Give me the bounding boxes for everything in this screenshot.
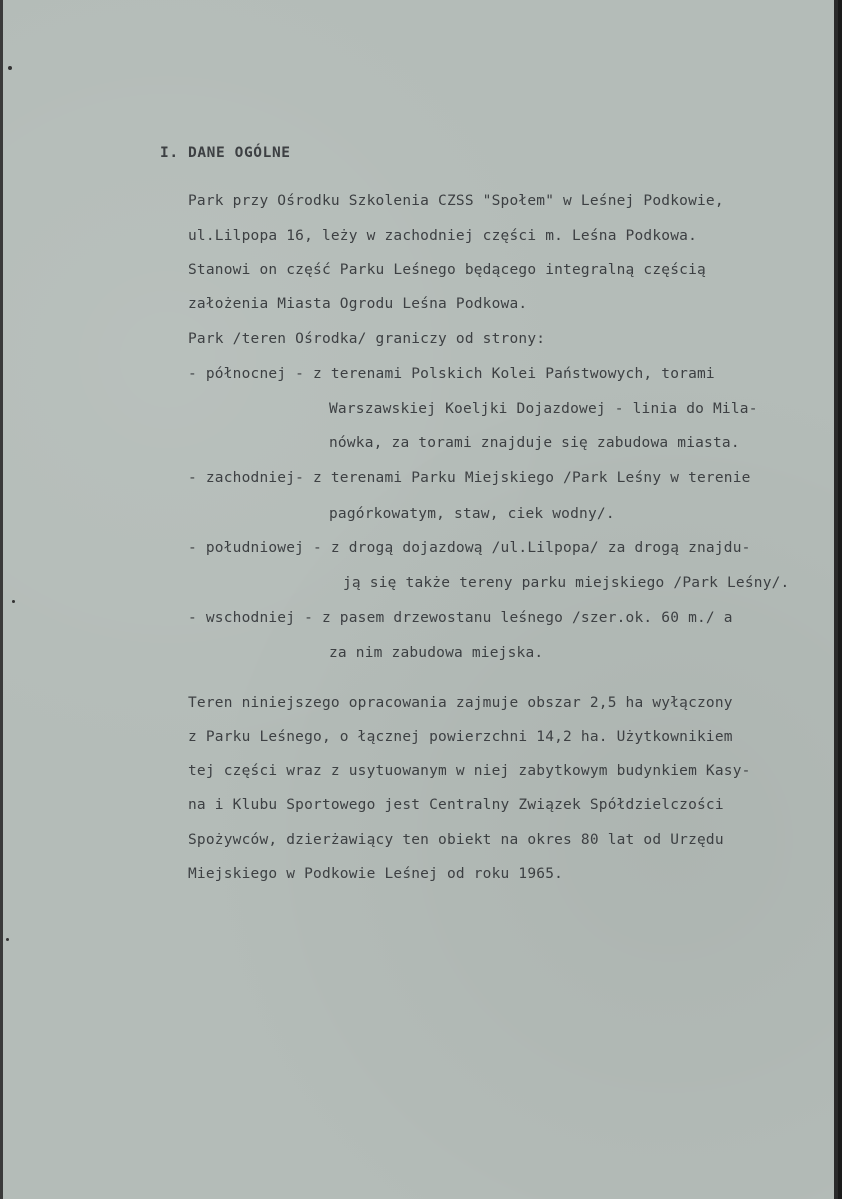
- punch-mark-middle: [12, 600, 15, 603]
- punch-mark-bottom: [6, 938, 9, 941]
- text-line-19: Spożywców, dzierżawiący ten obiekt na okres 80 lat od Urzędu: [188, 832, 724, 848]
- text-line-5: Park /teren Ośrodka/ graniczy od strony:: [188, 331, 546, 347]
- text-line-6: - północnej - z terenami Polskich Kolei Państwowych, torami: [188, 366, 715, 382]
- text-line-9: - zachodniej- z terenami Parku Miejskiego /Park Leśny w terenie: [188, 470, 751, 486]
- section-heading: I. DANE OGÓLNE: [160, 145, 291, 161]
- text-line-15: Teren niniejszego opracowania zajmuje obszar 2,5 ha wyłączony: [188, 695, 733, 711]
- text-line-20: Miejskiego w Podkowie Leśnej od roku 1965.: [188, 866, 564, 882]
- punch-mark-top: [8, 66, 12, 70]
- text-line-8: nówka, za torami znajduje się zabudowa miasta.: [329, 435, 740, 451]
- text-line-7: Warszawskiej Koeljki Dojazdowej - linia do Mila-: [329, 401, 758, 417]
- text-line-3: Stanowi on część Parku Leśnego będącego integralną częścią: [188, 262, 706, 278]
- text-line-18: na i Klubu Sportowego jest Centralny Związek Spółdzielczości: [188, 797, 724, 813]
- text-line-2: ul.Lilpopa 16, leży w zachodniej części m. Leśna Podkowa.: [188, 228, 697, 244]
- text-line-1: Park przy Ośrodku Szkolenia CZSS "Społem" w Leśnej Podkowie,: [188, 193, 724, 209]
- text-line-11: - południowej - z drogą dojazdową /ul.Lilpopa/ za drogą znajdu-: [188, 540, 751, 556]
- text-line-17: tej części wraz z usytuowanym w niej zabytkowym budynkiem Kasy-: [188, 763, 751, 779]
- page-right-edge: [834, 0, 838, 1199]
- text-line-10: pagórkowatym, staw, ciek wodny/.: [329, 506, 615, 522]
- page-left-edge: [0, 0, 3, 1199]
- text-line-13: - wschodniej - z pasem drzewostanu leśnego /szer.ok. 60 m./ a: [188, 610, 733, 626]
- text-line-16: z Parku Leśnego, o łącznej powierzchni 14,2 ha. Użytkownikiem: [188, 729, 733, 745]
- text-line-4: założenia Miasta Ogrodu Leśna Podkowa.: [188, 296, 528, 312]
- text-line-12: ją się także tereny parku miejskiego /Park Leśny/.: [343, 575, 790, 591]
- text-line-14: za nim zabudowa miejska.: [329, 645, 544, 661]
